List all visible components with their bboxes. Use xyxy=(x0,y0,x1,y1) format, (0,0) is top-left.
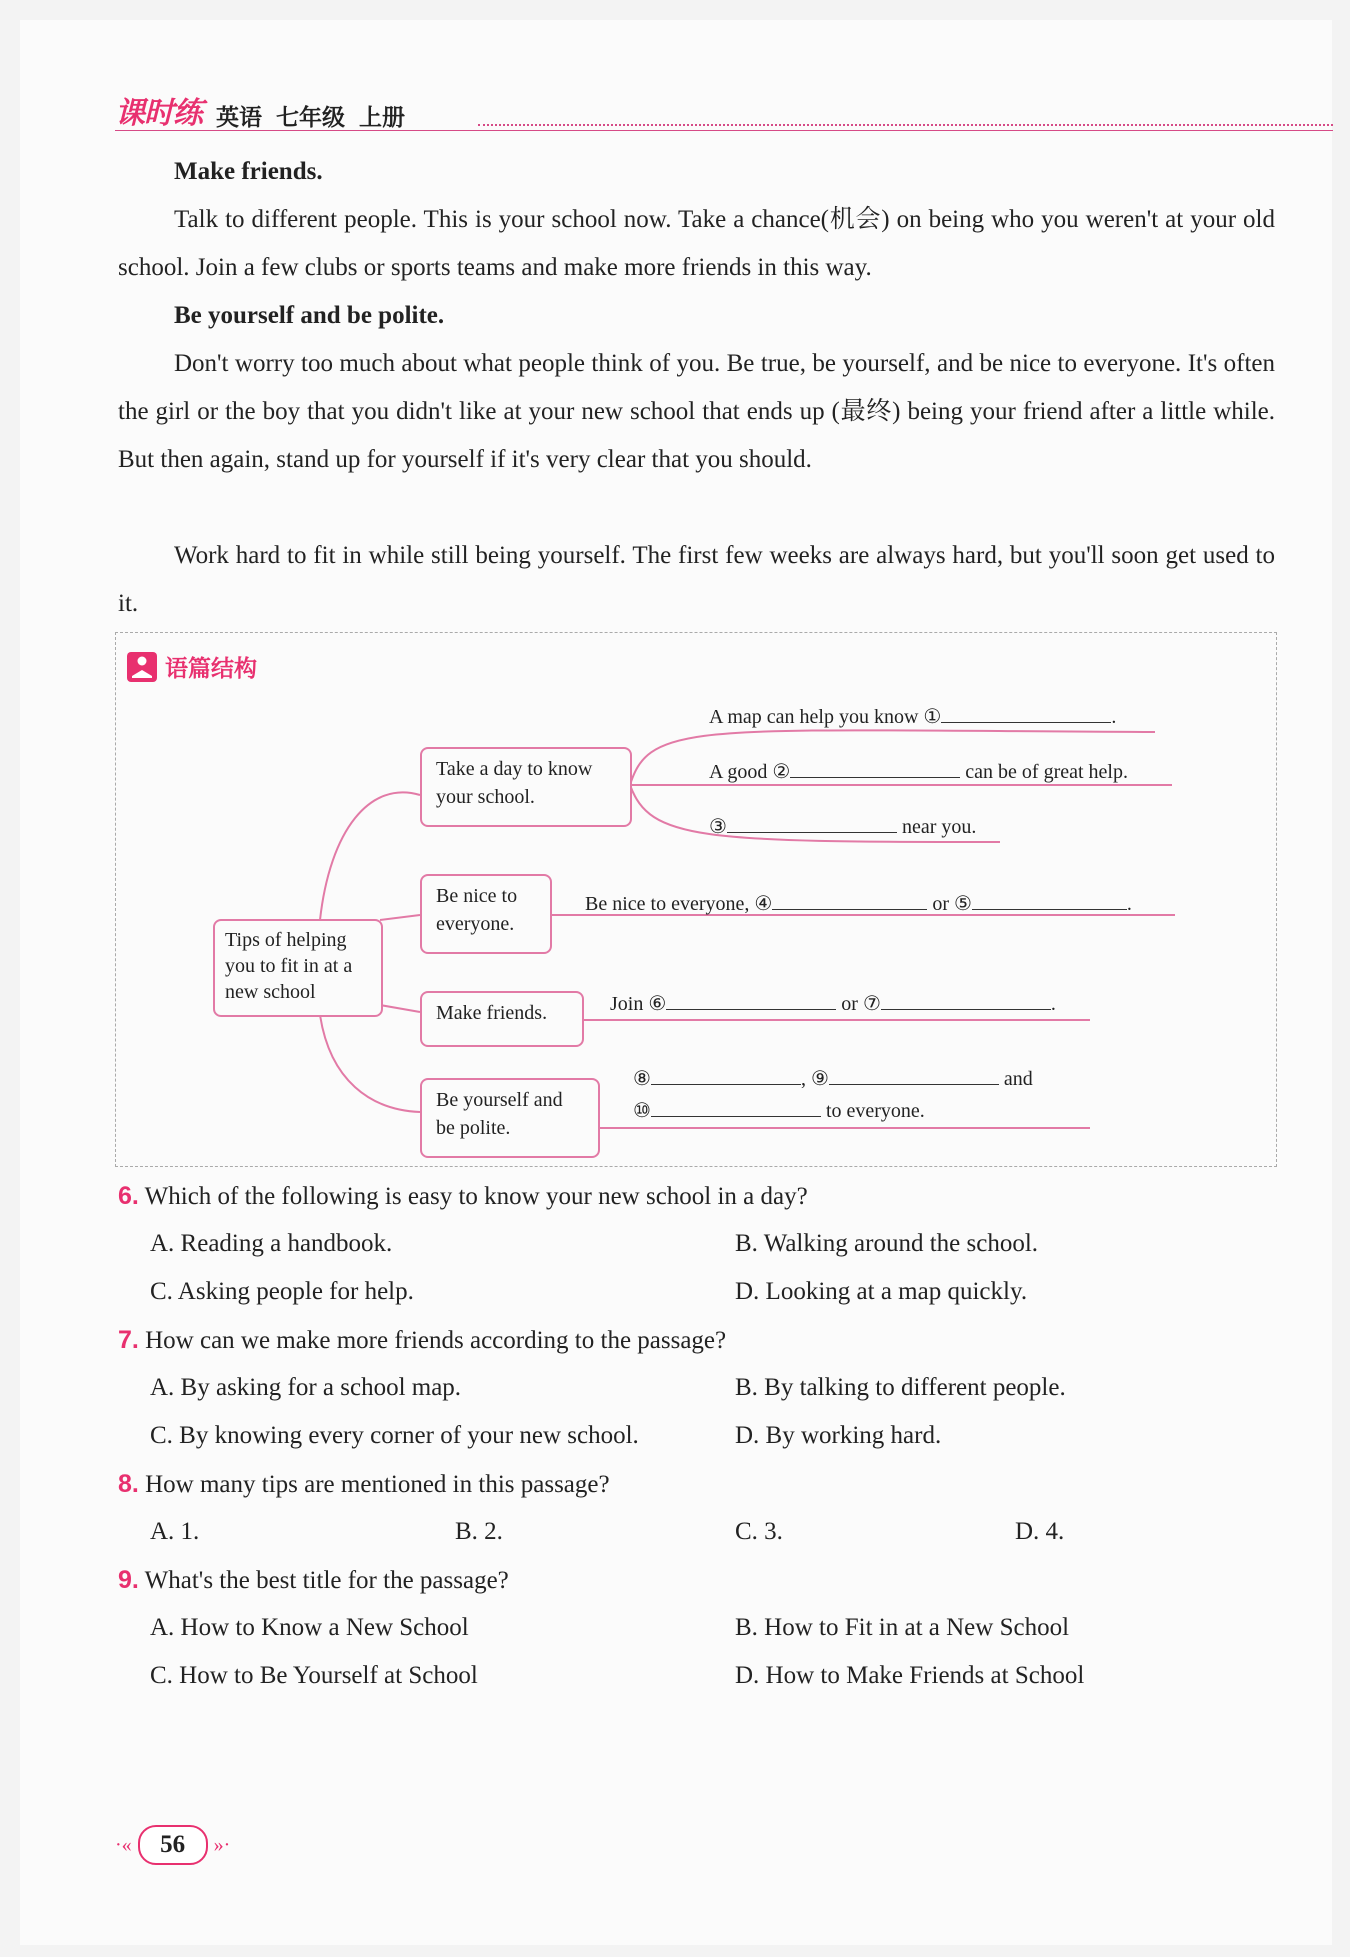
paragraph-conclusion: Work hard to fit in while still being yourself. The first few weeks are always hard, but you'll soon get used to it. xyxy=(118,542,1275,617)
question-9: 9. What's the best title for the passage? xyxy=(118,1566,509,1594)
option-6d[interactable]: D. Looking at a map quickly. xyxy=(735,1278,1028,1305)
footer xyxy=(115,1825,230,1865)
left-chevron-icon: ·« xyxy=(115,1833,132,1856)
option-6a[interactable]: A. Reading a handbook. xyxy=(150,1230,393,1257)
node-take-a-day: Take a day to know your school. xyxy=(420,747,632,827)
option-7a[interactable]: A. By asking for a school map. xyxy=(150,1374,462,1401)
node-be-nice: Be nice to everyone. xyxy=(420,874,552,954)
question-6: 6. Which of the following is easy to know your new school in a day? xyxy=(118,1182,808,1210)
right-chevron-icon: »· xyxy=(213,1833,231,1856)
node-make-friends: Make friends. xyxy=(420,991,584,1047)
option-6b[interactable]: B. Walking around the school. xyxy=(735,1230,1039,1257)
blank-8[interactable] xyxy=(651,1062,801,1085)
option-8b[interactable]: B. 2. xyxy=(455,1518,503,1545)
paragraph-make-friends: Talk to different people. This is your school now. Take a chance(机会) on being who you weren't at your old school. Join a few clubs or sports teams and make more friends in this way. xyxy=(118,206,1275,281)
branch-1-line-2: A good ② can be of great help. xyxy=(709,755,1128,784)
blank-9[interactable] xyxy=(829,1062,999,1085)
question-7: 7. How can we make more friends according to the passage? xyxy=(118,1326,727,1354)
page-number: 56 xyxy=(138,1825,208,1865)
question-8: 8. How many tips are mentioned in this passage? xyxy=(118,1470,610,1498)
blank-10[interactable] xyxy=(651,1094,821,1117)
blank-7[interactable] xyxy=(881,987,1051,1010)
branch-3-line: Join ⑥ or ⑦ . xyxy=(610,987,1056,1016)
heading-make-friends: Make friends. xyxy=(174,158,323,185)
heading-be-yourself: Be yourself and be polite. xyxy=(174,302,445,329)
branch-2-line: Be nice to everyone, ④ or ⑤ . xyxy=(585,887,1132,916)
brand-logo: 课时练 xyxy=(115,96,202,131)
branch-4-line-2: ⑩ to everyone. xyxy=(633,1094,925,1123)
option-7c[interactable]: C. By knowing every corner of your new school. xyxy=(150,1422,639,1449)
root-node: Tips of helping you to fit in at a new school xyxy=(213,919,383,1017)
branch-4-line-1: ⑧ , ⑨ and xyxy=(633,1062,1033,1091)
blank-6[interactable] xyxy=(666,987,836,1010)
option-9a[interactable]: A. How to Know a New School xyxy=(150,1614,469,1641)
subject-label: 英语 xyxy=(216,105,262,131)
blank-1[interactable] xyxy=(941,700,1111,723)
section-title-text: 语篇结构 xyxy=(165,656,257,682)
option-8d[interactable]: D. 4. xyxy=(1015,1518,1065,1545)
option-8c[interactable]: C. 3. xyxy=(735,1518,783,1545)
blank-3[interactable] xyxy=(727,810,897,833)
option-7b[interactable]: B. By talking to different people. xyxy=(735,1374,1066,1401)
blank-2[interactable] xyxy=(790,755,960,778)
paragraph-be-yourself: Don't worry too much about what people think of you. Be true, be yourself, and be nice to everyone. It's often the girl or the boy that you didn't like at your new school that ends up (最终) being your friend after a little while. But then again, stand up for yourself if it's very clear that you should. xyxy=(118,350,1275,473)
option-9c[interactable]: C. How to Be Yourself at School xyxy=(150,1662,478,1689)
branch-1-line-1: A map can help you know ① . xyxy=(709,700,1116,729)
blank-4[interactable] xyxy=(772,887,927,910)
branch-1-line-3: ③ near you. xyxy=(709,810,976,839)
option-8a[interactable]: A. 1. xyxy=(150,1518,200,1545)
option-7d[interactable]: D. By working hard. xyxy=(735,1422,942,1449)
volume-label: 上册 xyxy=(359,105,405,131)
node-be-yourself: Be yourself and be polite. xyxy=(420,1078,600,1158)
grade-label: 七年级 xyxy=(276,105,345,131)
option-6c[interactable]: C. Asking people for help. xyxy=(150,1278,414,1305)
option-9d[interactable]: D. How to Make Friends at School xyxy=(735,1662,1085,1689)
blank-5[interactable] xyxy=(972,887,1127,910)
option-9b[interactable]: B. How to Fit in at a New School xyxy=(735,1614,1070,1641)
